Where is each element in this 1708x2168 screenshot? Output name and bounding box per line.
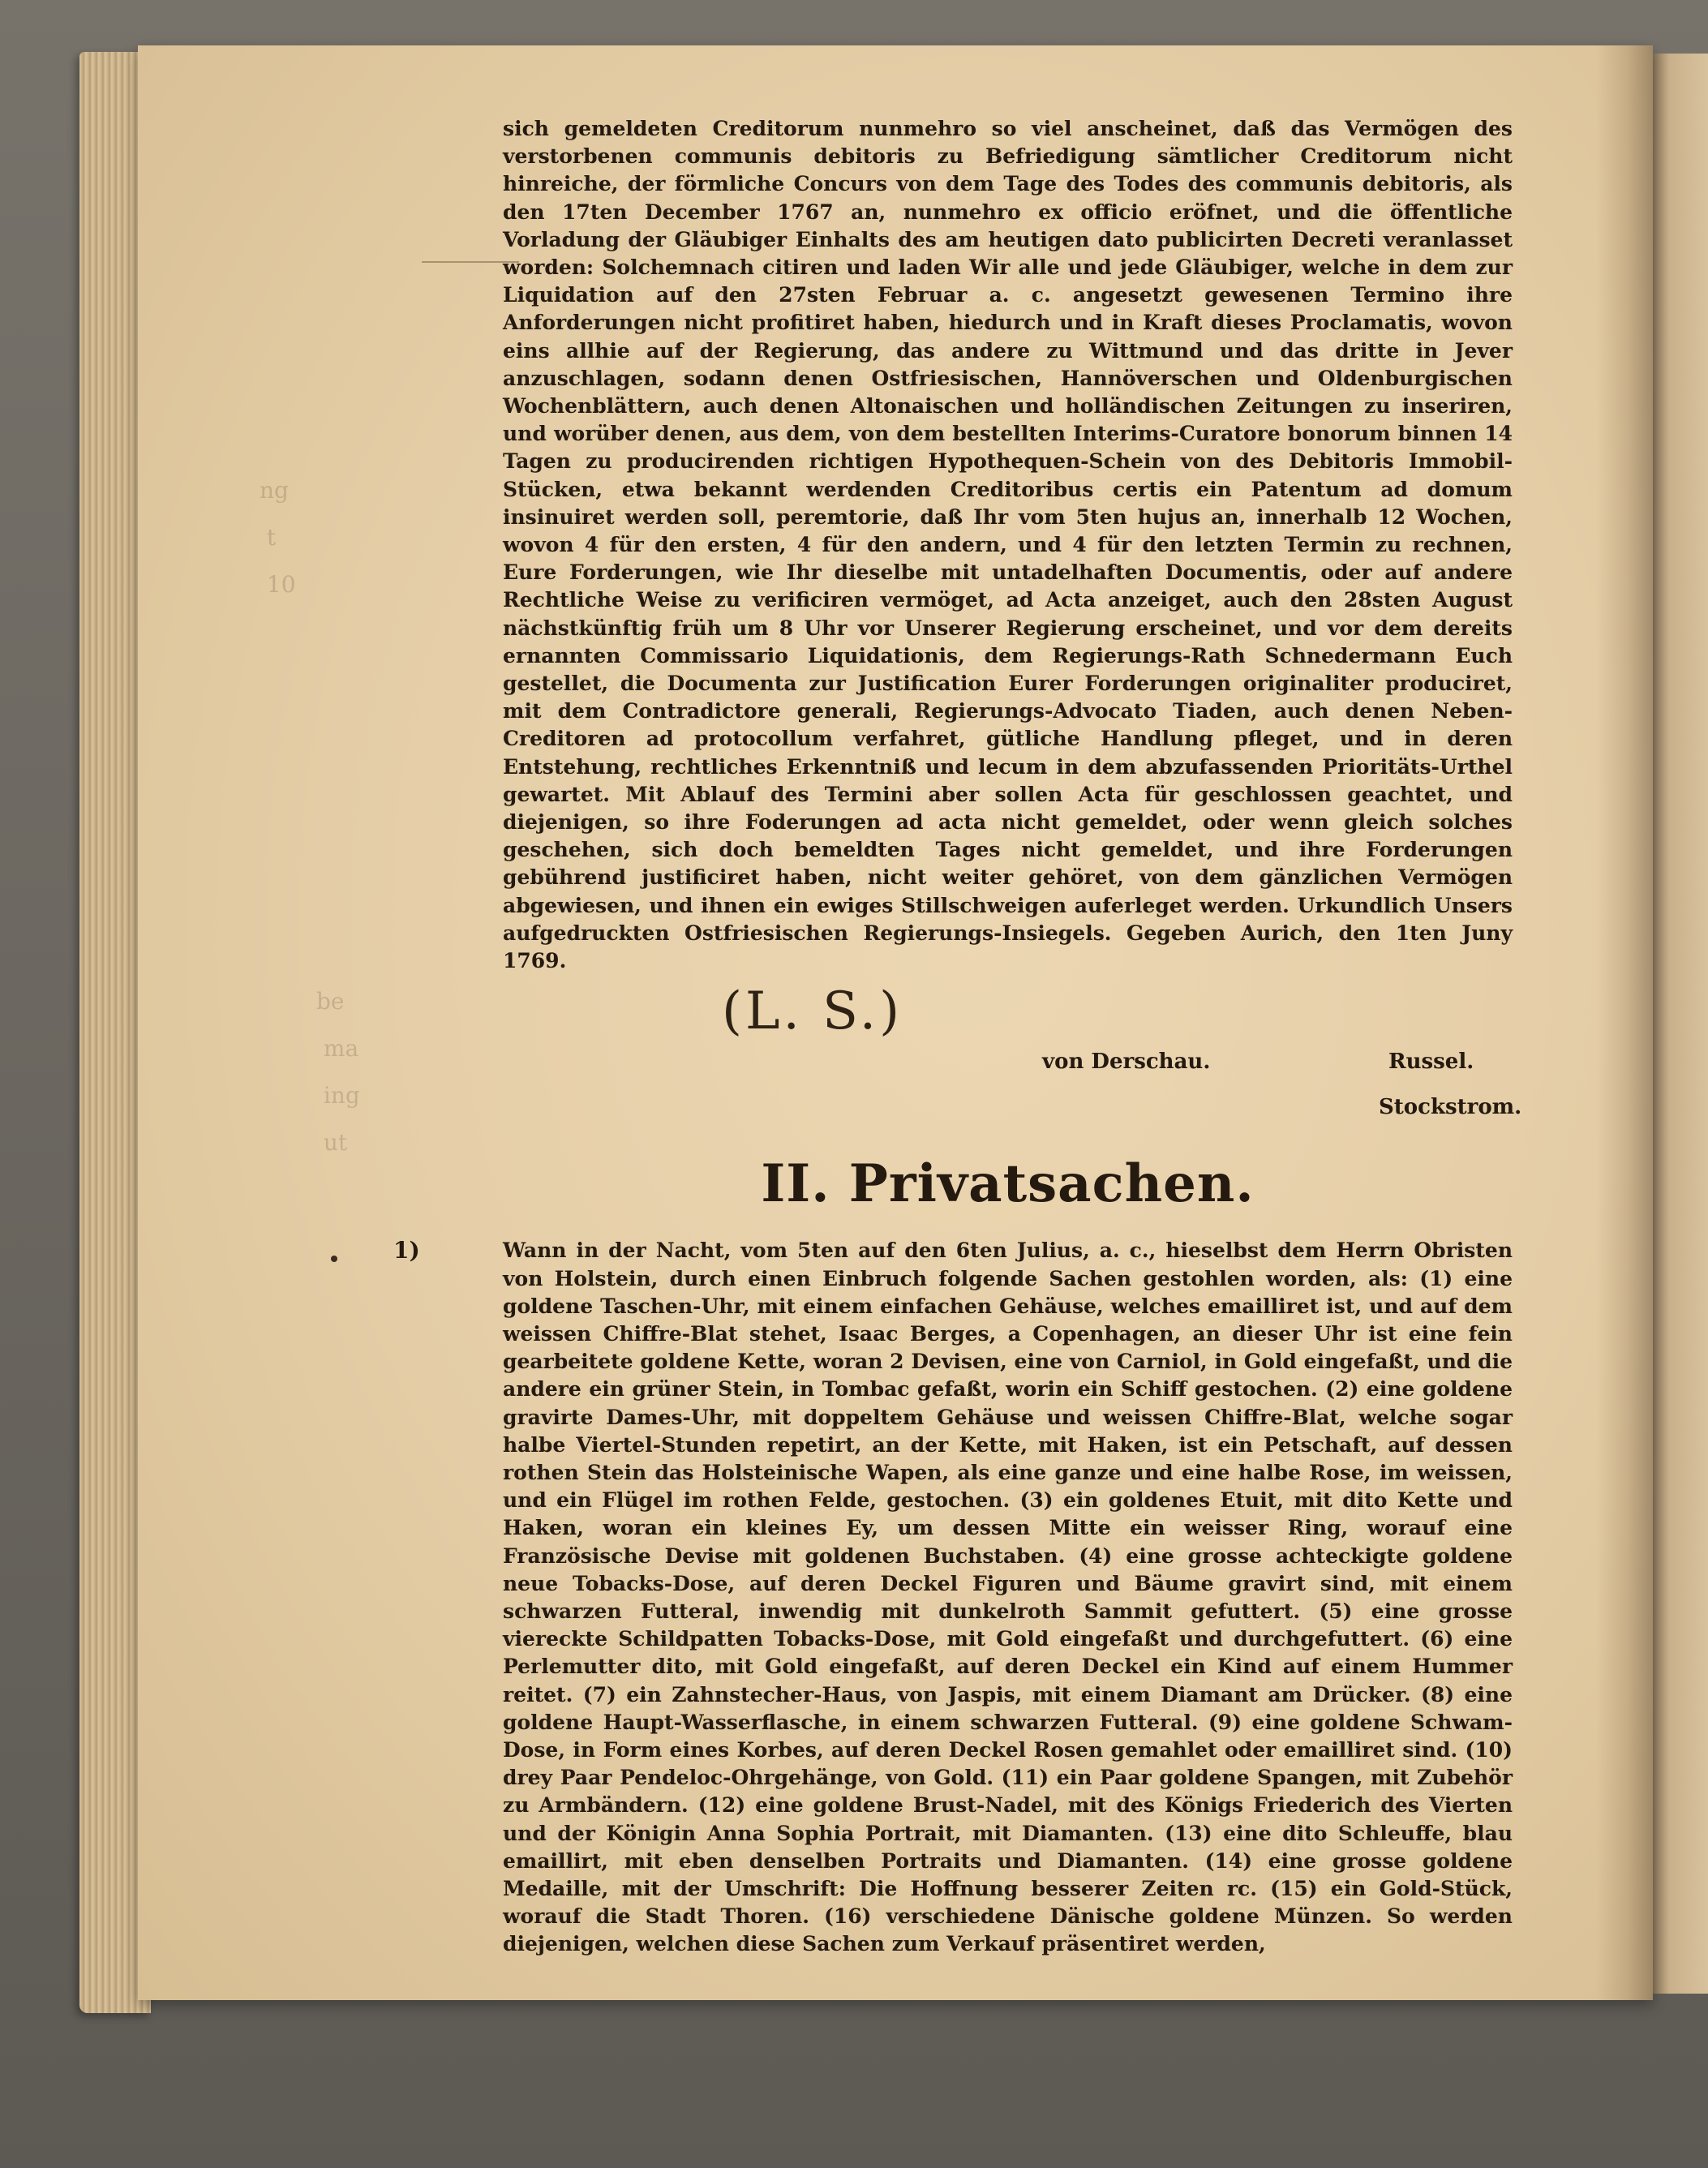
signature-russel: Russel.: [1388, 1050, 1474, 1075]
item-number: 1): [393, 1237, 420, 1264]
proclamation-text: sich gemeldeten Creditorum nunmehro so viel anscheinet, daß das Vermögen des verstorbenen communis debitoris zu Befriedigung sämtlicher Creditorum nicht hinreiche, der förmliche Concurs von dem Tage des Todes des communis debitoris, als den 17ten December 1767 an, nunmehro ex officio eröfnet, und die öffentliche Vorladung der Gläubiger Einhalts des am heutigen dato publicirten Decreti veranlasset worden: Solchemnach citiren und laden Wir alle und jede Gläubiger, welche in dem zur Liquidation auf den 27sten Februar a. c. angesetzt gewesenen Termino ihre Anforderungen nicht profitiret haben, hiedurch und in Kraft dieses Proclamatis, wovon eins allhie auf der Regierung, das andere zu Wittmund und das dritte in Jever anzuschlagen, sodann denen Ostfriesischen, Hannöverschen und Oldenburgischen Wochenblättern, auch denen Altonaischen und holländischen Zeitungen zu inseriren, und worüber denen, aus dem, von dem bestellten Interims-Curatore bonorum binnen 14 Tagen zu producirenden richtigen Hypothequen-Schein von des Debitoris Immobil-Stücken, etwa bekannt werdenden Creditoribus certis ein Patentum ad domum insinuiret werden soll, peremtorie, daß Ihr vom 5ten hujus an, innerhalb 12 Wochen, wovon 4 für den ersten, 4 für den andern, und 4 für den letzten Termin zu rechnen, Eure Forderungen, wie Ihr dieselbe mit untadelhaften Documentis, oder auf andere Rechtliche Weise zu verificiren vermöget, ad Acta anzeiget, auch den 28sten August nächstkünftig früh um 8 Uhr vor Unserer Regierung erscheinet, und vor dem dereits ernannten Commissario Liquidationis, dem Regierungs-Rath Schnedermann Euch gestellet, die Documenta zur Justification Eurer Forderungen originaliter produciret, mit dem Contradictore generali, Regierungs-Advocato Tiaden, auch denen Neben-Creditoren ad protocollum verfahret, gütliche Handlung pfleget, und in deren Entstehung, rechtliches Erkenntniß und lecum in dem abzufassenden Prioritäts-Urthel gewartet. Mit Ablauf des Termini aber sollen Acta für geschlossen geachtet, und diejenigen, so ihre Foderungen ad acta nicht gemeldet, oder wenn gleich solches geschehen, sich doch bemeldten Tages nicht gemeldet, und ihre Forderungen gebührend justificiret haben, nicht weiter gehöret, von dem gänzlichen Vermögen abgewiesen, und ihnen ein ewiges Stillschweigen auferleget werden. Urkundlich Unsers aufgedruckten Ostfriesischen Regierungs-Insiegels. Gegeben Aurich, den 1ten Juny 1769.: [503, 117, 1513, 973]
bleed-through-mark: ng t 10: [260, 477, 296, 598]
item-text: Wann in der Nacht, vom 5ten auf den 6ten Julius, a. c., hieselbst dem Herrn Obristen von Holstein, durch einen Einbruch folgende Sachen gestohlen worden, als: (1) eine goldene Taschen-Uhr, mit einem einfachen Gehäuse, welches emailliret ist, und auf dem weissen Chiffre-Blat stehet, Isaac Berges, a Copenhagen, an dieser Uhr ist eine fein gearbeitete goldene Kette, woran 2 Devisen, eine von Carniol, in Gold eingefaßt, und die andere ein grüner Stein, in Tombac gefaßt, worin ein Schiff gestochen. (2) eine goldene gravirte Dames-Uhr, mit doppeltem Gehäuse und weissen Chiffre-Blat, welche sogar halbe Viertel-Stunden repetirt, an der Kette, mit Haken, ist ein Petschaft, auf dessen rothen Stein das Holsteinische Wapen, als eine ganze und eine halbe Rose, im weissen, und ein Flügel im rothen Felde, gestochen. (3) ein goldenes Etuit, mit dito Kette und Haken, woran ein kleines Ey, um dessen Mitte ein weisser Ring, worauf eine Französische Devise mit goldenen Buchstaben. (4) eine grosse achteckigte goldene neue Tobacks-Dose, auf deren Deckel Figuren und Bäume gravirt sind, mit einem schwarzen Futteral, inwendig mit dunkelroth Sammit gefuttert. (5) eine grosse viereckte Schildpatten Tobacks-Dose, mit Gold eingefaßt und durchgefuttert. (6) eine Perlemutter dito, mit Gold eingefaßt, auf deren Deckel ein Kind auf einem Hummer reitet. (7) ein Zahnstecher-Haus, von Jaspis, mit einem Diamant am Drücker. (8) eine goldene Haupt-Wasserflasche, in einem schwarzen Futteral. (9) eine goldene Schwam-Dose, in Form eines Korbes, auf deren Deckel Rosen gemahlet oder emailliret sind. (10) drey Paar Pendeloc-Ohrgehänge, von Gold. (11) ein Paar goldene Spangen, mit Zubehör zu Armbändern. (12) eine goldene Brust-Nadel, mit des Königs Friederich des Vierten und der Königin Anna Sophia Portrait, mit Diamanten. (13) eine dito Schleuffe, blau emaillirt, mit eben denselben Portraits und Diamanten. (14) eine grosse goldene Medaille, mit der Umschrift: Die Hoffnung besserer Zeiten rc. (15) ein Gold-Stück, worauf die Stadt Thoren. (16) verschiedene Dänische goldene Münzen. So werden diejenigen, welchen diese Sachen zum Verkauf präsentiret werden,: [503, 1239, 1513, 1956]
seal-mark: (L. S.): [722, 981, 903, 1042]
ink-dot: [331, 1256, 337, 1262]
signature-block: [503, 1050, 1522, 1139]
list-item: [393, 1237, 1513, 1958]
facing-page-edge: [1653, 54, 1708, 1994]
signature-stockstrom: Stockstrom.: [1379, 1095, 1522, 1120]
signature-derschau: von Derschau.: [1042, 1050, 1211, 1075]
bleed-through-mark: be ma ing ut: [316, 988, 360, 1156]
page-text-column: [393, 115, 1522, 1959]
section-heading: II. Privatsachen.: [761, 1153, 1255, 1215]
page-gutter-shadow: [1596, 45, 1653, 2000]
